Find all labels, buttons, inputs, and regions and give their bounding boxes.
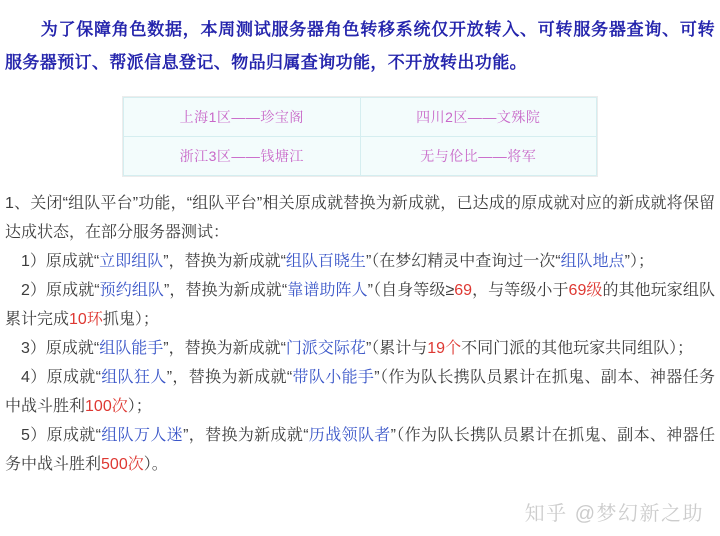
achievement-term: 预约组队: [99, 282, 164, 299]
text-segment: 不同门派的其他玩家共同组队）；: [461, 340, 694, 357]
highlight-number: 69: [454, 282, 473, 299]
paragraph: [5, 334, 715, 363]
highlight-number: 100次: [85, 398, 128, 415]
text-segment: 1）原成就“: [21, 253, 100, 270]
text-segment: ”）；: [624, 253, 654, 270]
achievement-term: 历战领队者: [308, 427, 391, 444]
text-segment: 2）原成就“: [21, 282, 100, 299]
notice-paragraph: 为了保障角色数据，本周测试服务器角色转移系统仅开放转入、可转服务器查询、可转服务器预订、帮派信息登记、物品归属查询功能，不开放转出功能。: [5, 20, 715, 72]
achievement-term: 门派交际花: [285, 340, 366, 357]
paragraph: [5, 363, 715, 421]
paragraph: [5, 189, 715, 247]
highlight-number: 19个: [427, 340, 462, 357]
text-segment: 3）原成就“: [21, 340, 100, 357]
text-segment: ，与等级小于: [472, 282, 569, 299]
highlight-number: 500次: [101, 456, 144, 473]
achievement-term: 组队万人迷: [100, 427, 184, 444]
achievement-term: 立即组队: [99, 253, 164, 270]
text-segment: ”，替换为新成就“: [163, 282, 288, 299]
text-segment: 4）原成就“: [21, 369, 101, 386]
text-segment: ）；: [127, 398, 152, 415]
server-cell: 浙江3区——钱塘江: [124, 137, 361, 176]
text-segment: ”，替换为新成就“: [163, 253, 286, 270]
text-segment: ”（作为队长携队员累计在抓鬼、副本、神器任务中战斗胜利: [5, 369, 715, 415]
highlight-number: 10环: [69, 311, 103, 328]
paragraph: [5, 276, 715, 334]
achievement-term: 带队小能手: [292, 369, 375, 386]
server-cell: 四川2区——文殊院: [360, 98, 597, 137]
server-table: [122, 96, 598, 177]
server-table-grid: [123, 97, 597, 176]
paragraph: [5, 247, 715, 276]
achievement-term: 组队狂人: [100, 369, 167, 386]
text-segment: ）。: [143, 456, 168, 473]
zhihu-watermark: 知乎 @梦幻新之助: [524, 503, 704, 525]
server-table-row: [124, 98, 597, 137]
achievement-term: 组队百晓生: [285, 253, 366, 270]
text-segment: 1、关闭“组队平台”功能，“组队平台”相关原成就替换为新成就，已达成的原成就对应的新成就将保留达成状态，在部分服务器测试：: [5, 195, 715, 241]
text-segment: ”（累计与: [365, 340, 428, 357]
achievement-term: 组队能手: [99, 340, 164, 357]
server-cell: 无与伦比——将军: [360, 137, 597, 176]
text-segment: ”（自身等级≥: [367, 282, 455, 299]
server-cell: 上海1区——珍宝阁: [124, 98, 361, 137]
server-table-row: [124, 137, 597, 176]
paragraph: [5, 421, 715, 479]
text-segment: 的其他玩家组队累计完成: [5, 282, 715, 328]
achievement-term: 靠谱助阵人: [287, 282, 368, 299]
text-segment: 5）原成就“: [21, 427, 101, 444]
achievement-term: 组队地点: [560, 253, 625, 270]
text-segment: ”，替换为新成就“: [166, 369, 293, 386]
article: [5, 189, 715, 479]
text-segment: ”（在梦幻精灵中查询过一次“: [365, 253, 561, 270]
server-table-body: [124, 98, 597, 176]
text-segment: 抓鬼）；: [102, 311, 159, 328]
text-segment: ”，替换为新成就“: [183, 427, 309, 444]
text-segment: ”（作为队长携队员累计在抓鬼、副本、神器任务中战斗胜利: [5, 427, 715, 473]
text-segment: ”，替换为新成就“: [163, 340, 286, 357]
highlight-number: 69级: [568, 282, 603, 299]
